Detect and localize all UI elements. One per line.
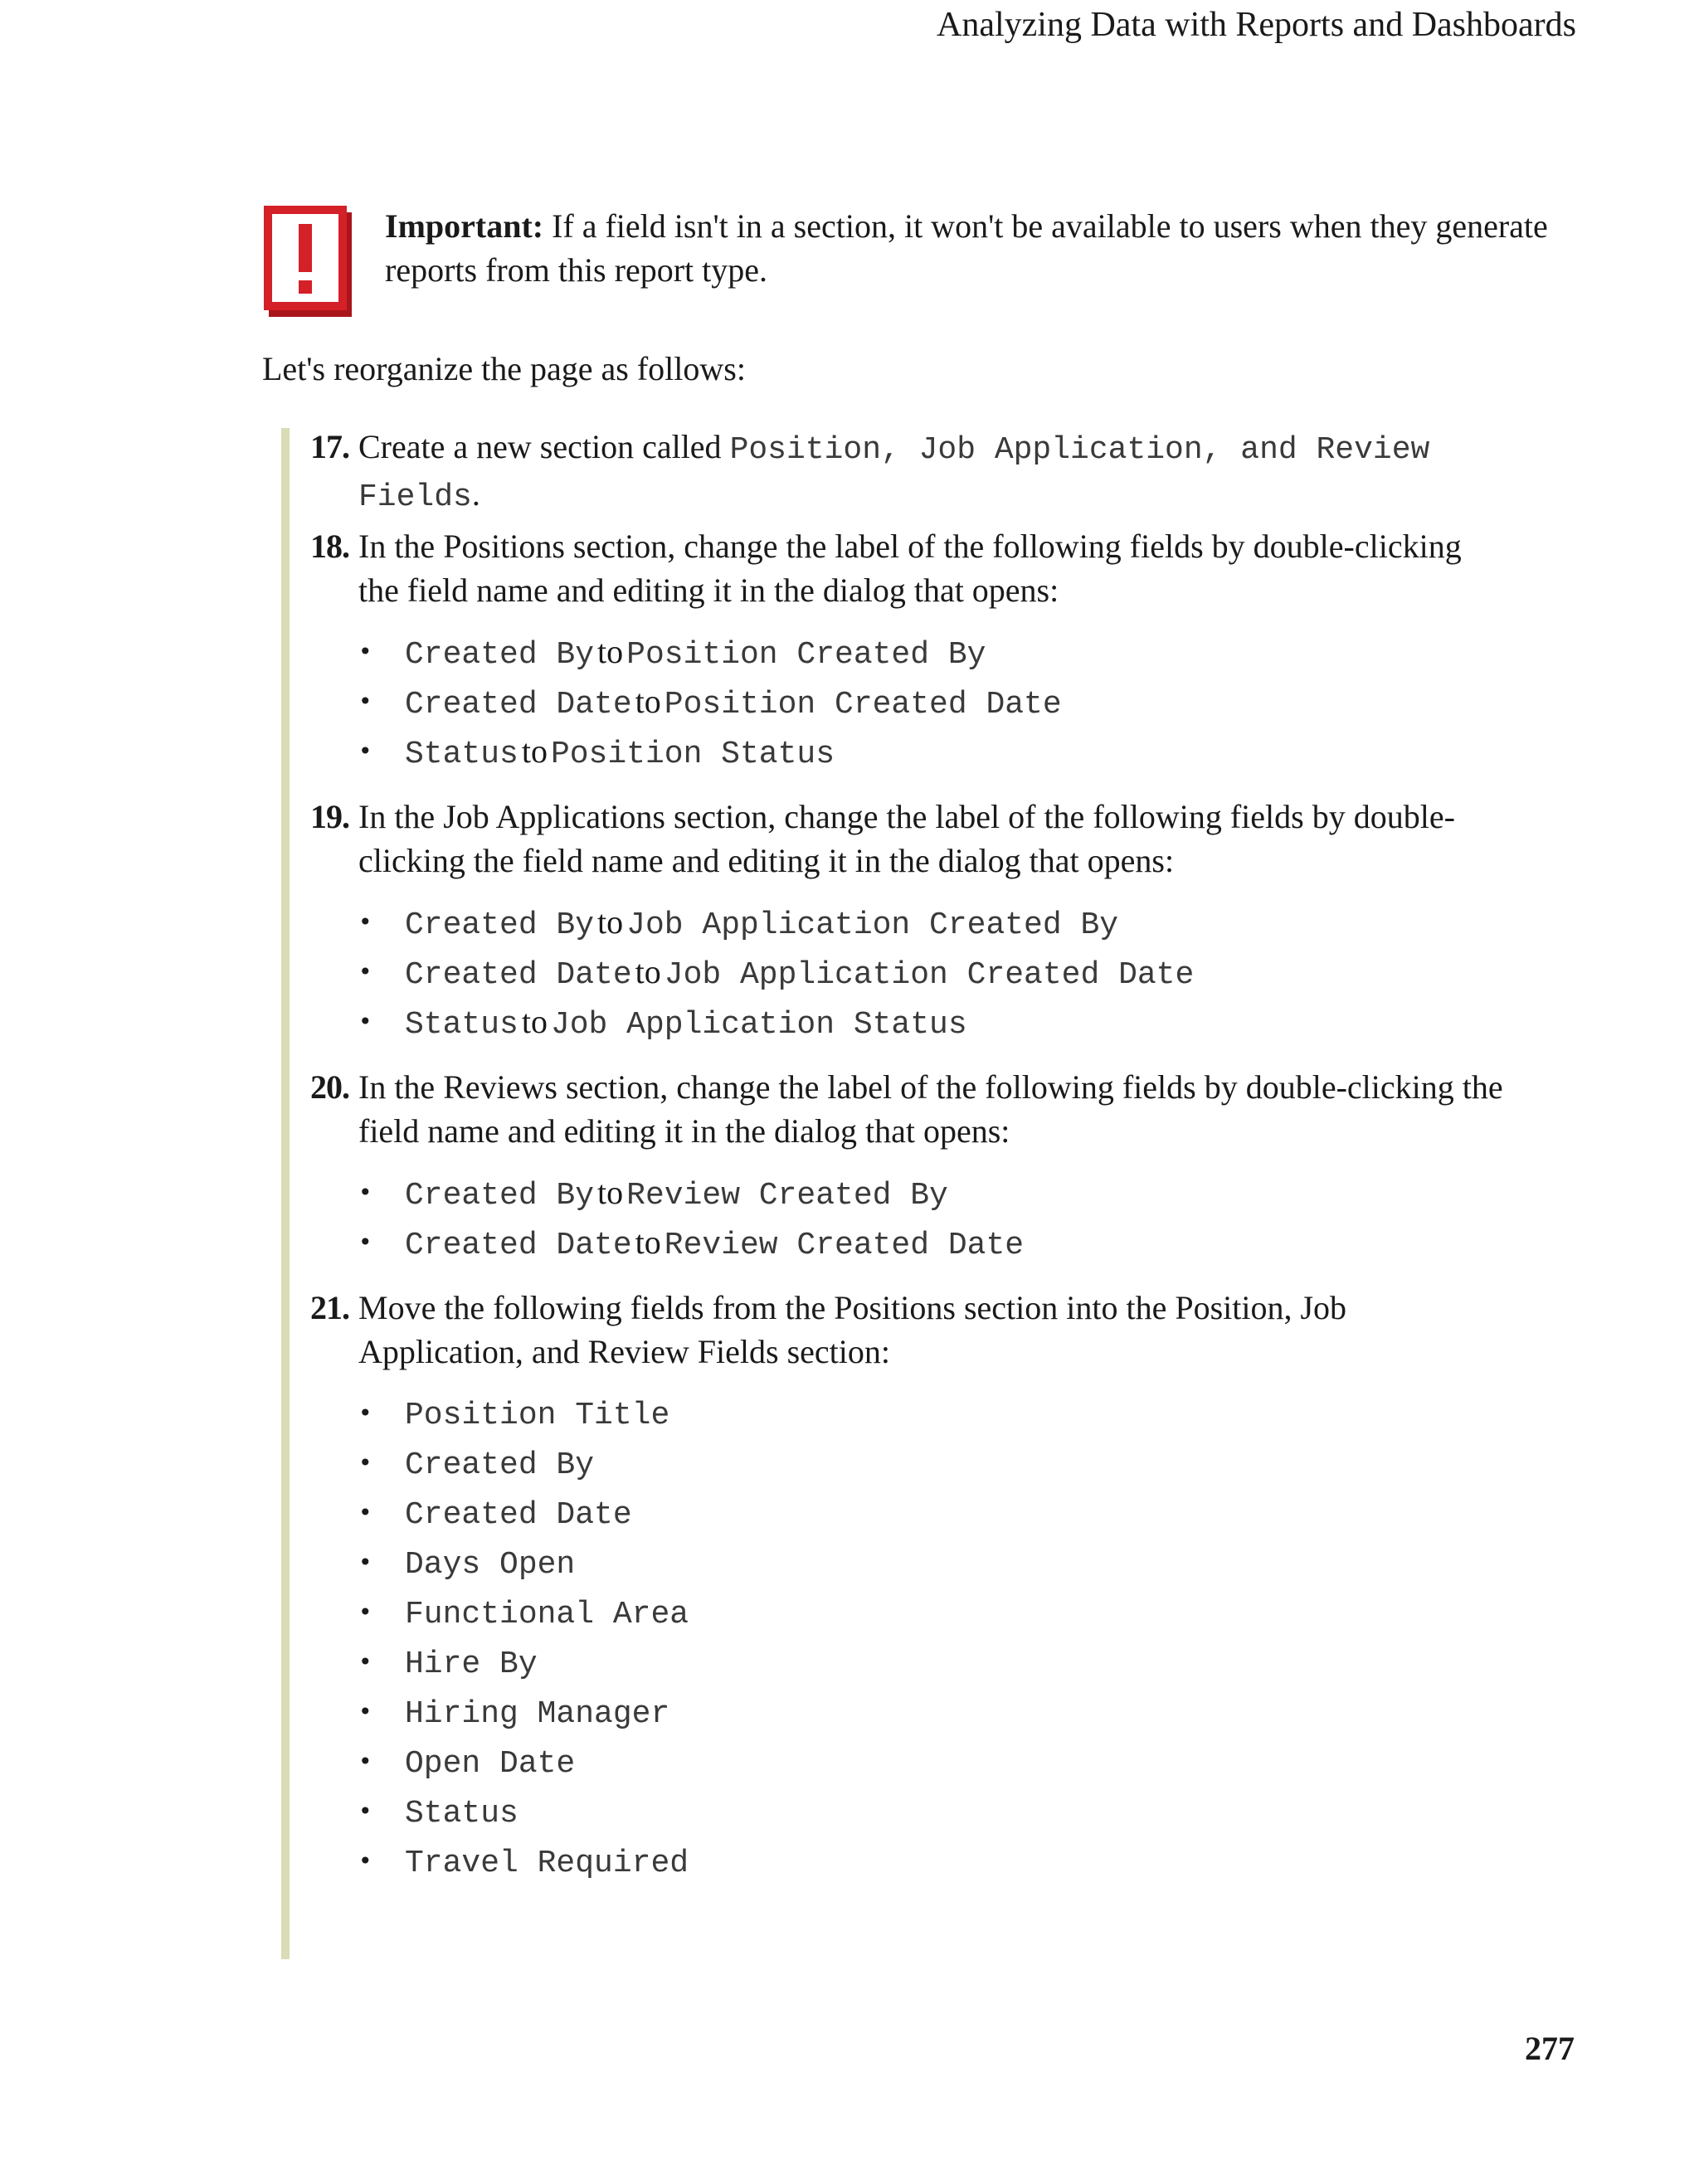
rename-list-reviews xyxy=(358,1168,1505,1267)
step-20 xyxy=(310,1065,1505,1153)
step-text: In the Reviews section, change the label of the following fields by double-clicking the field name and editing it in the dialog that opens: xyxy=(358,1068,1503,1150)
connector: to xyxy=(635,683,661,720)
field-to: Job Application Status xyxy=(550,1007,967,1043)
steps-sidebar-rule xyxy=(281,428,290,1959)
connector: to xyxy=(597,633,624,670)
step-18 xyxy=(310,524,1505,612)
list-item xyxy=(358,1637,1505,1687)
step-17 xyxy=(310,425,1505,519)
field-to: Review Created Date xyxy=(664,1228,1025,1263)
connector: to xyxy=(635,953,661,990)
step-text-before: Create a new section called xyxy=(358,428,722,465)
step-text-after: . xyxy=(471,475,480,513)
list-item xyxy=(358,997,1505,1047)
list-item xyxy=(358,1787,1505,1836)
bullet-icon: • xyxy=(358,638,372,665)
connector: to xyxy=(597,903,624,941)
field-to: Job Application Created By xyxy=(626,907,1119,943)
bullet-icon: • xyxy=(358,1499,372,1526)
steps-list xyxy=(310,425,1505,1886)
list-item xyxy=(358,1737,1505,1787)
bullet-icon: • xyxy=(358,1449,372,1476)
list-item xyxy=(358,1488,1505,1538)
bullet-icon: • xyxy=(358,1598,372,1626)
list-item xyxy=(358,1389,1505,1438)
step-19 xyxy=(310,795,1505,883)
list-item xyxy=(358,627,1505,677)
page-number: 277 xyxy=(1525,2030,1575,2067)
move-fields-list xyxy=(358,1389,1505,1886)
step-21 xyxy=(310,1286,1505,1374)
important-text xyxy=(385,204,1563,292)
bullet-icon: • xyxy=(358,1008,372,1035)
bullet-icon: • xyxy=(358,1748,372,1775)
bullet-icon: • xyxy=(358,1847,372,1875)
field-from: Created Date xyxy=(405,957,632,993)
field-to: Review Created By xyxy=(626,1178,948,1214)
section-name-code: Position, Job Application, and Review Fields xyxy=(358,432,1430,515)
running-header: Analyzing Data with Reports and Dashboards xyxy=(937,6,1576,44)
field-to: Position Status xyxy=(550,737,835,772)
list-item xyxy=(358,1588,1505,1637)
field-name: Status xyxy=(405,1796,518,1831)
bullet-icon: • xyxy=(358,1549,372,1576)
field-to: Position Created By xyxy=(626,637,986,673)
step-number: 21. xyxy=(310,1289,349,1326)
bullet-icon: • xyxy=(358,958,372,985)
step-text xyxy=(358,428,1429,513)
bullet-icon: • xyxy=(358,1797,372,1825)
list-item xyxy=(358,947,1505,997)
intro-paragraph: Let's reorganize the page as follows: xyxy=(262,350,746,387)
field-name: Functional Area xyxy=(405,1597,689,1632)
field-to: Job Application Created Date xyxy=(664,957,1195,993)
field-name: Created Date xyxy=(405,1497,632,1533)
important-label: Important: xyxy=(385,207,544,245)
step-text: In the Job Applications section, change the label of the following fields by double-clicking the field name and editing it in the dialog that opens: xyxy=(358,798,1455,879)
step-number: 18. xyxy=(310,528,349,565)
field-name: Hiring Manager xyxy=(405,1696,670,1732)
connector: to xyxy=(521,1003,548,1040)
exclamation-icon xyxy=(262,204,353,319)
connector: to xyxy=(635,1223,661,1261)
rename-list-job-applications xyxy=(358,897,1505,1047)
list-item xyxy=(358,897,1505,947)
step-number: 17. xyxy=(310,428,349,465)
field-name: Created By xyxy=(405,1447,595,1483)
bullet-icon: • xyxy=(358,1698,372,1725)
connector: to xyxy=(521,732,548,770)
list-item xyxy=(358,1168,1505,1218)
bullet-icon: • xyxy=(358,1228,372,1256)
step-number: 20. xyxy=(310,1068,349,1106)
list-item xyxy=(358,727,1505,776)
field-name: Open Date xyxy=(405,1746,576,1782)
field-from: Created By xyxy=(405,907,595,943)
important-body: If a field isn't in a section, it won't be available to users when they generate reports from this report type. xyxy=(385,207,1548,289)
field-from: Status xyxy=(405,1007,518,1043)
field-name: Hire By xyxy=(405,1647,538,1682)
field-from: Created By xyxy=(405,637,595,673)
list-item xyxy=(358,677,1505,727)
list-item xyxy=(358,1538,1505,1588)
rename-list-positions xyxy=(358,627,1505,776)
bullet-icon: • xyxy=(358,737,372,765)
bullet-icon: • xyxy=(358,688,372,715)
bullet-icon: • xyxy=(358,1179,372,1206)
field-from: Created Date xyxy=(405,1228,632,1263)
step-text: In the Positions section, change the label of the following fields by double-clicking the field name and editing it in the dialog that opens: xyxy=(358,528,1462,609)
step-number: 19. xyxy=(310,798,349,835)
connector: to xyxy=(597,1174,624,1211)
list-item xyxy=(358,1687,1505,1737)
field-name: Days Open xyxy=(405,1547,576,1583)
field-from: Created By xyxy=(405,1178,595,1214)
field-from: Status xyxy=(405,737,518,772)
field-to: Position Created Date xyxy=(664,687,1062,722)
field-from: Created Date xyxy=(405,687,632,722)
list-item xyxy=(358,1218,1505,1267)
bullet-icon: • xyxy=(358,1399,372,1427)
field-name: Position Title xyxy=(405,1398,670,1433)
field-name: Travel Required xyxy=(405,1846,689,1881)
list-item xyxy=(358,1836,1505,1886)
step-text: Move the following fields from the Positions section into the Position, Job Application, and Review Fields section: xyxy=(358,1289,1347,1370)
list-item xyxy=(358,1438,1505,1488)
bullet-icon: • xyxy=(358,1648,372,1676)
bullet-icon: • xyxy=(358,908,372,936)
